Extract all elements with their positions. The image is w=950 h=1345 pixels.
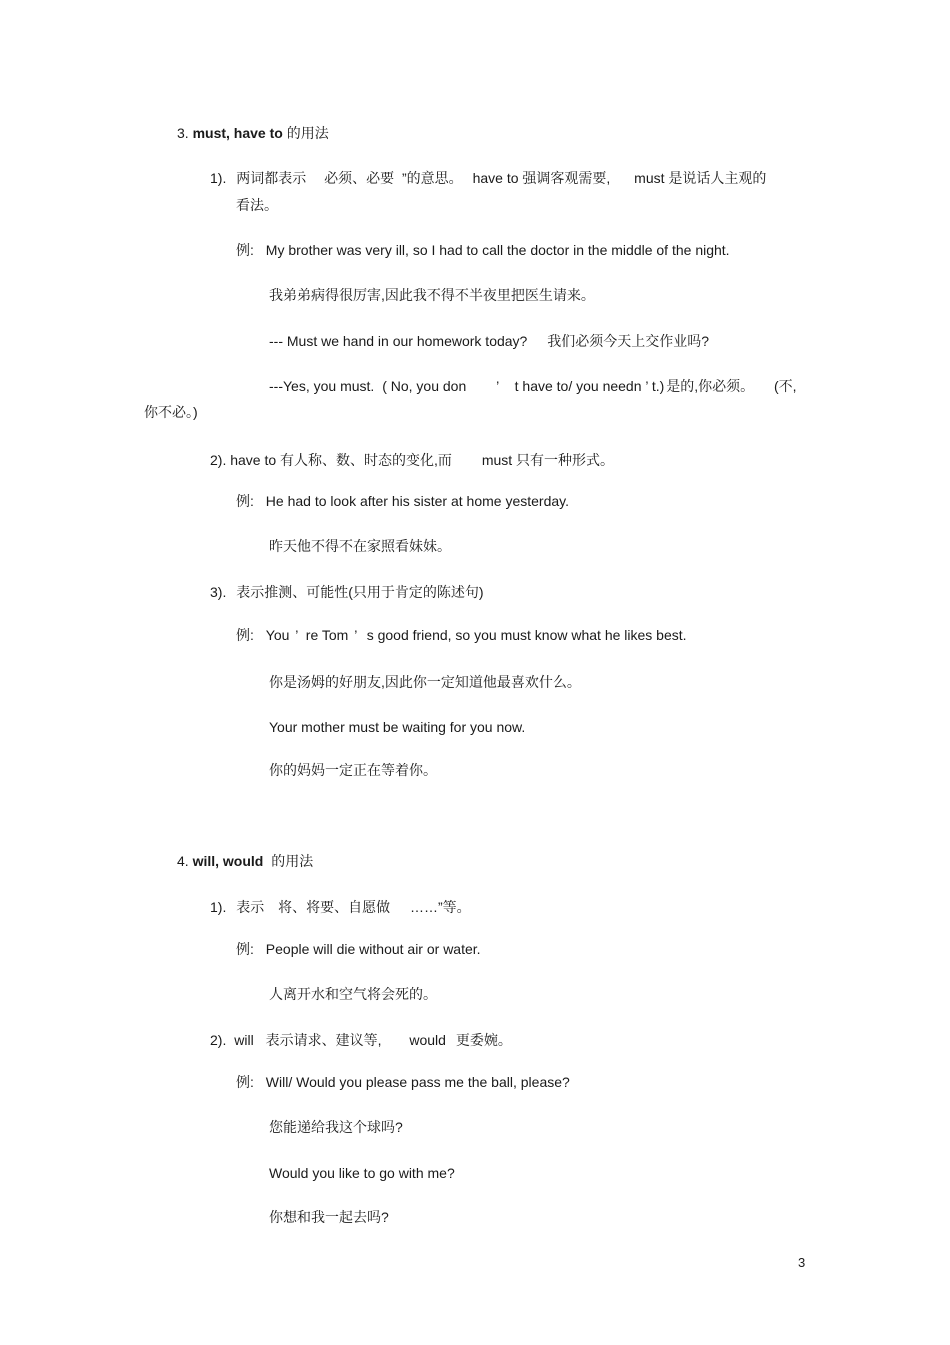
example-line bbox=[236, 626, 687, 644]
example-line bbox=[236, 241, 730, 259]
example-text: Your mother must be waiting for you now. bbox=[269, 719, 526, 735]
example-label: 例: bbox=[236, 493, 254, 509]
item-text: 两词都表示 bbox=[236, 170, 307, 186]
section-title-suffix: 的用法 bbox=[286, 125, 329, 141]
example-text: You bbox=[265, 627, 290, 643]
item-text: 表示 bbox=[236, 899, 265, 915]
example-line bbox=[269, 377, 797, 395]
example-translation: 你不必。) bbox=[144, 404, 198, 420]
item-text: must 只有一种形式。 bbox=[481, 452, 615, 468]
item-3-1 bbox=[210, 169, 766, 187]
item-3-1-continuation: 看法。 bbox=[236, 197, 278, 213]
item-text: must 是说话人主观的 bbox=[634, 170, 767, 186]
example-text: ’ bbox=[354, 627, 357, 643]
example-text: --- Must we hand in our homework today? bbox=[269, 333, 528, 349]
item-text: will bbox=[234, 1032, 254, 1048]
example-translation: 我们必须今天上交作业吗? bbox=[547, 333, 710, 349]
example-text: Would you like to go with me? bbox=[269, 1165, 455, 1181]
example-translation: 是的,你必须。 bbox=[666, 378, 755, 394]
item-3-2 bbox=[210, 451, 614, 469]
example-translation: 你想和我一起去吗? bbox=[269, 1209, 389, 1225]
example-translation: (不, bbox=[774, 378, 797, 394]
item-number: 2). bbox=[210, 1032, 227, 1048]
section-title: must, have to bbox=[192, 125, 283, 141]
section-3-heading bbox=[177, 124, 329, 142]
example-line bbox=[269, 332, 709, 350]
item-4-1 bbox=[210, 898, 471, 916]
example-text: ’ bbox=[295, 627, 298, 643]
example-text: t.) bbox=[651, 378, 665, 394]
item-number: 1). bbox=[210, 170, 227, 186]
item-text: 必须、必要 bbox=[324, 170, 395, 186]
page-number: 3 bbox=[798, 1255, 806, 1270]
section-title: will, would bbox=[192, 853, 264, 869]
section-4-heading bbox=[177, 852, 313, 870]
item-text: 表示请求、建议等, bbox=[265, 1032, 382, 1048]
example-label: 例: bbox=[236, 941, 254, 957]
example-text: Will/ Would you please pass me the ball, please? bbox=[265, 1074, 570, 1090]
example-label: 例: bbox=[236, 242, 254, 258]
item-text: 表示推测、可能性(只用于肯定的陈述句) bbox=[236, 584, 484, 600]
example-text: My brother was very ill, so I had to call the doctor in the middle of the night. bbox=[265, 242, 730, 258]
item-4-2 bbox=[210, 1031, 512, 1049]
item-number: 1). bbox=[210, 899, 227, 915]
example-text: People will die without air or water. bbox=[265, 941, 481, 957]
example-label: 例: bbox=[236, 627, 254, 643]
example-label: 例: bbox=[236, 1074, 254, 1090]
item-text: ……”等。 bbox=[410, 899, 471, 915]
item-text: have to 有人称、数、时态的变化,而 bbox=[230, 452, 452, 468]
example-text: ’ bbox=[496, 378, 499, 394]
example-text: ---Yes, you must. bbox=[269, 378, 375, 394]
example-line bbox=[236, 1073, 570, 1091]
example-translation: 人离开水和空气将会死的。 bbox=[269, 986, 437, 1002]
example-line bbox=[236, 940, 481, 958]
example-translation: 您能递给我这个球吗? bbox=[269, 1119, 403, 1135]
example-translation: 昨天他不得不在家照看妹妹。 bbox=[269, 538, 451, 554]
example-text: ( No, you don bbox=[382, 378, 467, 394]
example-text: re Tom bbox=[305, 627, 349, 643]
example-translation: 你是汤姆的好朋友,因此你一定知道他最喜欢什么。 bbox=[269, 674, 581, 690]
example-text: s good friend, so you must know what he likes best. bbox=[366, 627, 687, 643]
example-line bbox=[236, 492, 569, 510]
example-translation: 你的妈妈一定正在等着你。 bbox=[269, 762, 437, 778]
example-translation: 我弟弟病得很厉害,因此我不得不半夜里把医生请来。 bbox=[269, 287, 595, 303]
section-title-suffix: 的用法 bbox=[271, 853, 314, 869]
item-text: would bbox=[409, 1032, 446, 1048]
item-text: have to 强调客观需要, bbox=[472, 170, 611, 186]
item-number: 2). bbox=[210, 452, 227, 468]
item-text: 将、将要、自愿做 bbox=[278, 899, 391, 915]
item-text: ”的意思。 bbox=[402, 170, 463, 186]
example-text: ’ bbox=[645, 378, 648, 394]
example-text: t have to/ you needn bbox=[514, 378, 642, 394]
item-3-3 bbox=[210, 583, 484, 601]
section-number: 3. bbox=[177, 125, 189, 141]
example-text: He had to look after his sister at home yesterday. bbox=[265, 493, 570, 509]
section-number: 4. bbox=[177, 853, 189, 869]
item-number: 3). bbox=[210, 584, 227, 600]
item-text: 更委婉。 bbox=[455, 1032, 512, 1048]
